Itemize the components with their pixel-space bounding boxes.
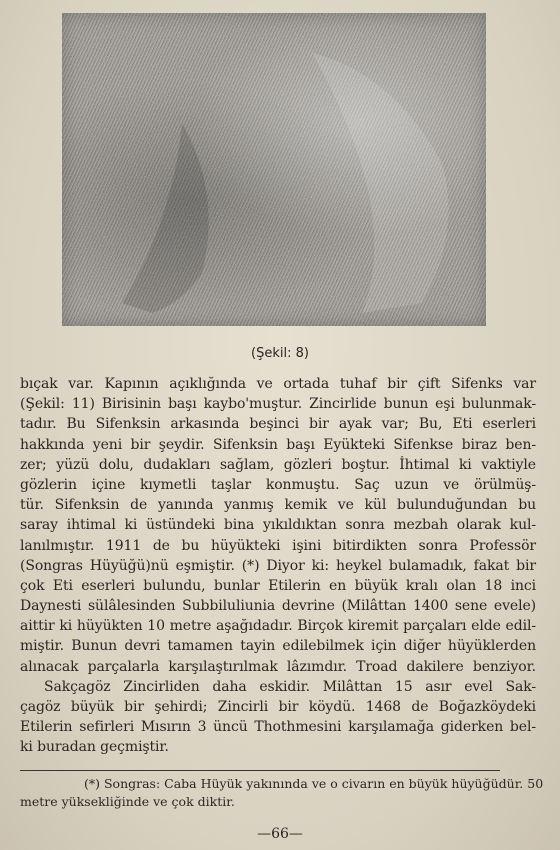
footnote-line: metre yüksekliğinde ve çok diktir. — [20, 794, 235, 809]
body-line: Daynesti sülâlesinden Subbiluliunia devrine (Milâttan 1400 sene evele) — [20, 598, 536, 615]
footnote-divider — [20, 770, 500, 771]
body-line: zer; yüzü dolu, dudakları sağlam, gözleri boştur. İhtimal ki vaktiyle — [20, 456, 536, 473]
body-line: Sakçagöz Zincirliden daha eskidir. Milâttan 15 asır evel Sak- — [44, 678, 536, 695]
figure-caption: (Şekil: 8) — [251, 346, 309, 361]
body-line: ki buradan geçmiştir. — [20, 739, 169, 756]
body-line: (Songras Hüyüğü)nü eşmiştir. (*) Diyor ki: heykel bulamadık, fakat bir — [20, 557, 536, 574]
body-line: alınacak parçalarla karşılaştırılmak lâzımdır. Troad dakilere benziyor. — [20, 658, 536, 675]
body-line: miştir. Bunun devri tamamen tayin edilebilmek için diğer hüyüklerden — [20, 638, 536, 655]
body-line: çok Eti eserleri bulundu, bunlar Etilerin en büyük kralı olan 18 inci — [20, 577, 536, 594]
figure-photograph — [62, 13, 486, 326]
body-text — [20, 374, 536, 758]
body-line: bıçak var. Kapının açıklığında ve ortada tuhaf bir çift Sifenks var — [20, 376, 536, 392]
body-line: çagöz büyük bir şehirdi; Zincirli bir köydü. 1468 de Boğazköydeki — [20, 699, 536, 715]
body-line: tür. Sifenksin de yanında yanmış kemik ve kül bulunduğundan bu — [20, 497, 536, 514]
body-line: saray ihtimal ki üstündeki bina yıkıldıktan sonra mezbah olarak kul- — [20, 517, 536, 534]
body-line: (Şekil: 11) Birisinin başı kaybo'muştur. Zincirlide bunun eşi bulunmak- — [20, 396, 536, 413]
body-line: gözlerin içine kıymetli taşlar konmuştu. Saç uzun ve örülmüş- — [20, 476, 536, 493]
body-line: aittir ki hüyükten 10 metre aşağıdadır. Birçok kiremit parçaları elde edil- — [20, 618, 536, 635]
body-line: Etilerin sefirleri Mısırın 3 üncü Thothmesini karşılamağa giderken bel- — [20, 719, 536, 736]
body-line: hakkında yeni bir şeydir. Sifenksin başı Eyükteki Sifenkse biraz ben- — [20, 436, 536, 453]
body-line: lanılmıştır. 1911 de bu hüyükteki işini bitirdikten sonra Professör — [20, 537, 536, 554]
footnote-line: (*) Songras: Caba Hüyük yakınında ve o civarın en büyük hüyüğüdür. 50 — [84, 776, 544, 791]
footnote — [20, 775, 544, 811]
figure-photograph-texture — [62, 13, 486, 326]
page-number: —66— — [257, 826, 303, 842]
body-line: tadır. Bu Sifenksin arkasında beşinci bir ayak var; Bu, Eti eserleri — [20, 416, 536, 433]
